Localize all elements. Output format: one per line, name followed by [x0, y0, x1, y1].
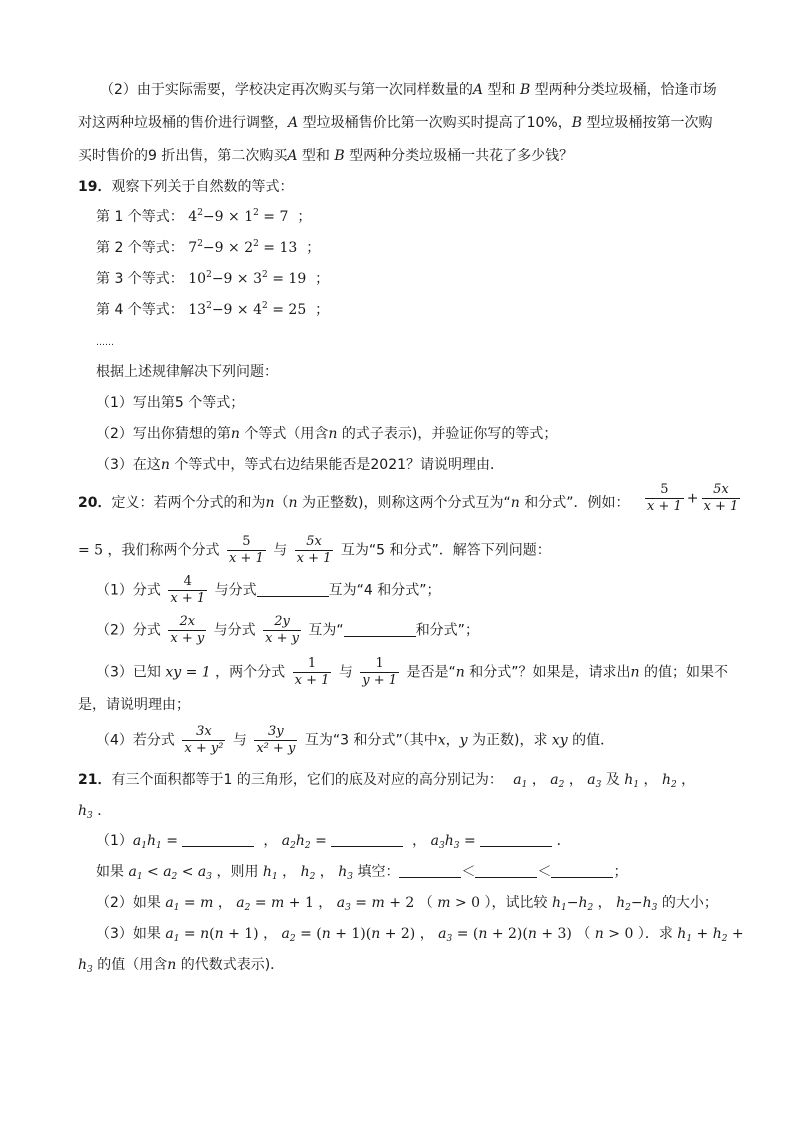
q20-part1: （1）分式 $\frac{4}{x + 1}$ 与分式 互为“4 和分式”； — [96, 574, 441, 606]
q19-part2: （2）写出你猜想的第n 个等式（用含n 的式子表示)，并验证你写的等式； — [96, 426, 558, 442]
q19-equation-1: 第 1 个等式： $4^2-9 \times 1^2 = 7$ ； — [96, 208, 312, 225]
q19-part1: （1）写出第5 个等式； — [96, 395, 245, 411]
q19-equation-4: 第 4 个等式： $13^2-9 \times 4^2 = 25$ ； — [96, 301, 330, 318]
q20-definition: 20．定义：若两个分式的和为n（n 为正整数)，则称这两个分式互为“n 和分式”．例如： — [78, 495, 630, 511]
q20-example-fractions: $\frac{5}{x + 1}$ + $\frac{5x}{x + 1}$ — [647, 482, 739, 514]
question-number: 19． — [78, 179, 112, 195]
q19-equation-2: 第 2 个等式： $7^2-9 \times 2^2 = 13$ ； — [96, 239, 321, 256]
q19-instruction: 根据上述规律解决下列问题： — [96, 364, 278, 380]
q18-part2-line2: 对这两种垃圾桶的售价进行调整，A 型垃圾桶售价比第一次购买时提高了10%，B 型垃圾桶按第一次购 — [78, 115, 713, 131]
q19-equation-3: 第 3 个等式： $10^2-9 \times 3^2 = 19$ ； — [96, 270, 330, 287]
q20-part4: （4）若分式 $\frac{3x}{\text{x + y²}}$ 与 $\frac{3y}{\text{x² + y}}$ 互为“3 和分式”（其中x，y 为正数)，求 xy 的值． — [96, 724, 615, 756]
q21-part3: （3）如果 $a_1 = n(n + 1)$ ， $a_2 = (n + 1)(n + 2)$ ， $a_3 = (n + 2)(n + 3)$ （ n > 0 ）．求 $h_1 + h_2$ + — [96, 926, 744, 944]
q20-part3: （3）已知 xy = 1 ，两个分式 $\frac{1}{x + 1}$ 与 $\frac{1}{y + 1}$ 是否是“n 和分式”？如果是，请求出n 的值；如果不 — [96, 656, 729, 688]
answer-blank[interactable] — [331, 832, 403, 847]
q19-part3: （3）在这n 个等式中，等式右边结果能否是2021？请说明理由． — [96, 457, 505, 473]
question-number: 20． — [78, 495, 112, 511]
q19-ellipsis: …… — [96, 338, 114, 348]
q21-heading: 21．有三个面积都等于1 的三角形，它们的底及对应的高分别记为： $a_1$ ， $a_2$ ， $a_3$ 及 $h_1$ ， $h_2$ ， — [78, 772, 696, 790]
answer-blank[interactable] — [182, 832, 254, 847]
answer-blank[interactable] — [257, 582, 329, 597]
q20-example-line: = 5 ，我们称两个分式 $\frac{5}{x + 1}$ 与 $\frac{5x}{x + 1}$ 互为“5 和分式”．解答下列问题： — [78, 534, 551, 566]
answer-blank[interactable] — [551, 863, 613, 878]
q19-heading: 19．观察下列关于自然数的等式： — [78, 179, 294, 195]
q20-part3-line2: 是，请说明理由； — [78, 697, 190, 713]
q21-part1-order: 如果 $a_1 < a_2 < a_3$ ，则用 $h_1$ ， $h_2$ ， $h_3$ 填空： ＜ ＜ ； — [96, 864, 628, 882]
q21-heading-line2: $h_3$ ． — [78, 803, 112, 821]
answer-blank[interactable] — [399, 863, 461, 878]
question-number: 21． — [78, 772, 112, 788]
q20-part2: （2）分式 $\frac{2x}{x + y}$ 与分式 $\frac{2y}{x + y}$ 互为“ 和分式”； — [96, 614, 479, 646]
answer-blank[interactable] — [344, 622, 416, 637]
q21-part2: （2）如果 $a_1 = m$ ， $a_2 = m + 1$ ， $a_3 = m + 2$ （ m > 0 ），试比较 $h_1-h_2$ ， $h_2-h_3$ 的大小； — [96, 895, 718, 913]
q18-part2-line3: 买时售价的9 折出售，第二次购买A 型和 B 型两种分类垃圾桶一共花了多少钱？ — [78, 148, 574, 164]
q21-part3-line2: $h_3$ 的值（用含n 的代数式表示)． — [78, 957, 285, 975]
q21-part1: $(1)a_1h_1$ = ， $a_2h_2$ = ， $a_3h_3$ = ． — [96, 833, 571, 851]
answer-blank[interactable] — [480, 832, 552, 847]
answer-blank[interactable] — [475, 863, 537, 878]
q18-part2-line1: （2）由于实际需要，学校决定再次购买与第一次同样数量的A 型和 B 型两种分类垃圾桶，恰逢市场 — [100, 82, 717, 98]
